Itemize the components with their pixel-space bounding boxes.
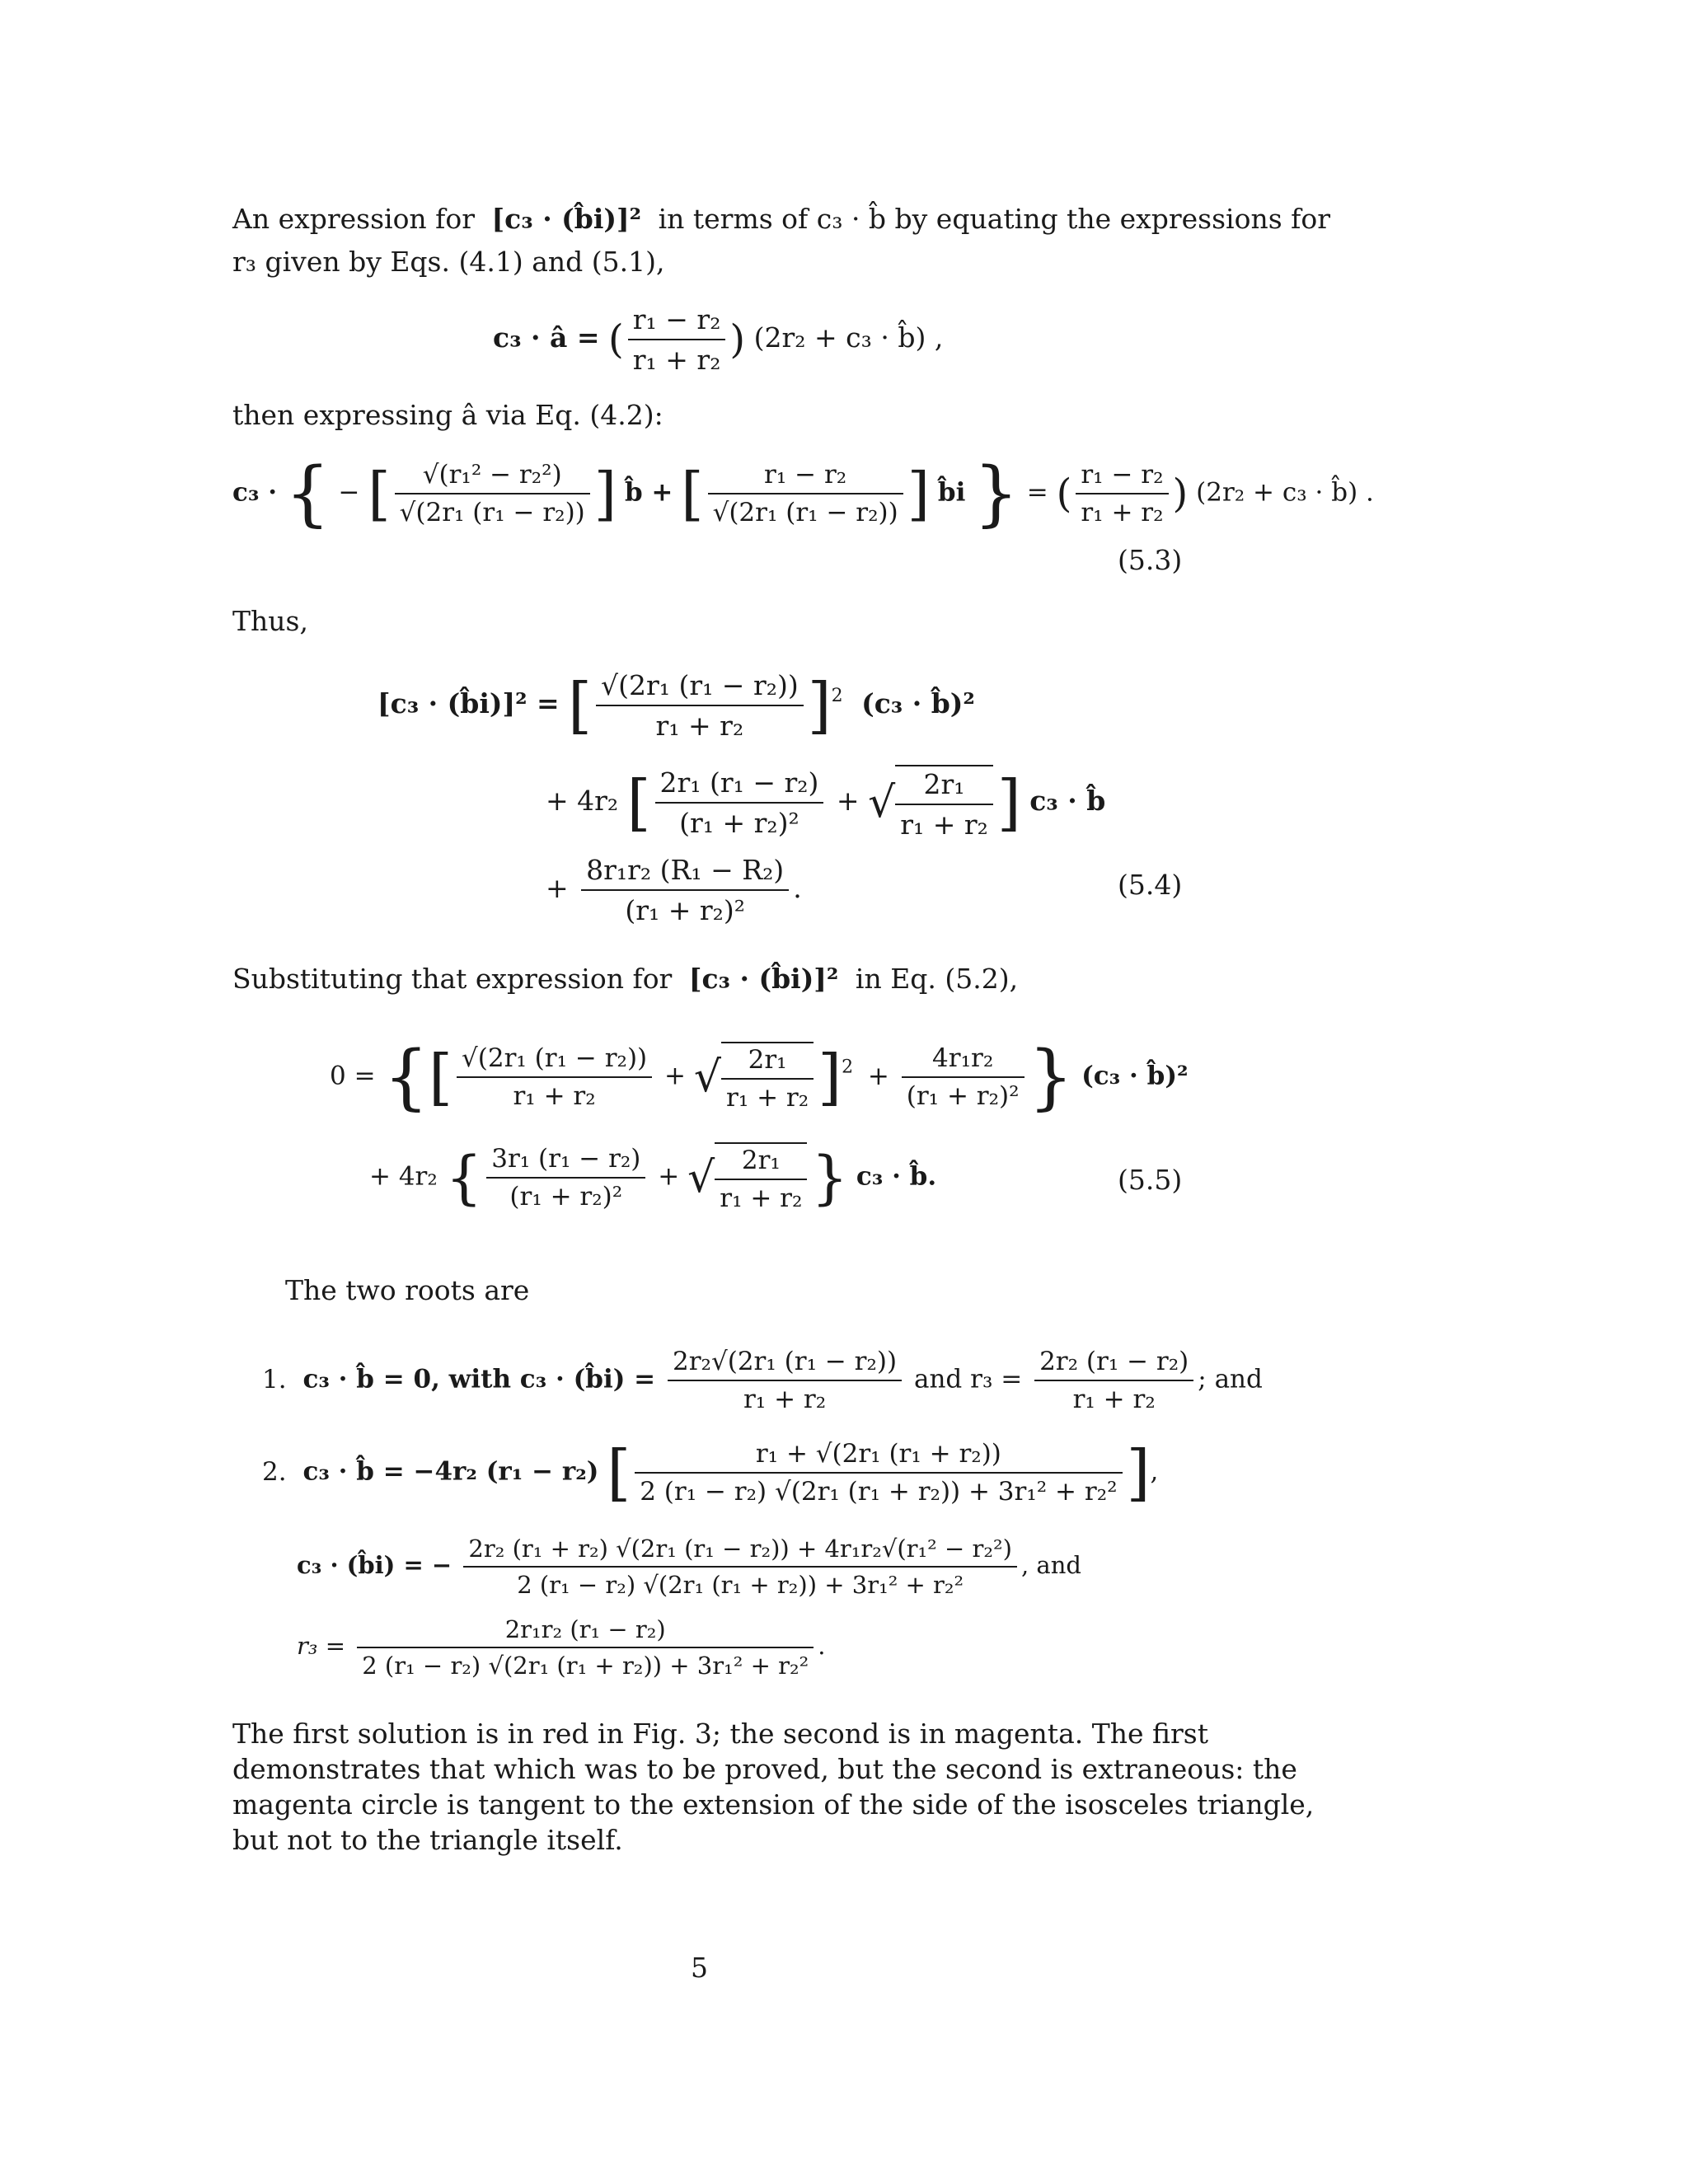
denominator: r₁ + r₂ xyxy=(655,710,744,742)
numerator: r₁ − r₂ xyxy=(708,460,903,494)
eq55-line2-head: + 4r₂ xyxy=(369,1161,438,1192)
denominator: (r₁ + r₂)² xyxy=(906,1081,1020,1111)
page-number: 5 xyxy=(691,1952,708,1984)
eq54-line1-tail: (c₃ · b̂)² xyxy=(861,687,975,719)
eq-a-rhs: (2r₂ + c₃ · b̂) , xyxy=(753,321,944,354)
bracket-open: [ xyxy=(681,460,704,527)
fraction xyxy=(708,460,903,527)
sqrt-symbol: √ xyxy=(693,1052,721,1102)
denominator: 2 (r₁ − r₂) √(2r₁ (r₁ + r₂)) + 3r₁² + r₂² xyxy=(362,1652,809,1680)
brace-close: } xyxy=(1028,1036,1074,1118)
denominator: r₁ + r₂ xyxy=(726,1083,809,1113)
numerator: 8r₁r₂ (R₁ − R₂) xyxy=(581,854,789,891)
equals-sign: = xyxy=(1026,477,1048,508)
fraction xyxy=(628,303,726,376)
equation-5-5-line-1 xyxy=(330,1036,1189,1118)
conclusion-line-3: magenta circle is tangent to the extension of the side of the isosceles triangle, xyxy=(232,1788,1315,1821)
bracket-term: [c₃ · (b̂i)]² xyxy=(491,203,642,235)
sqrt-symbol: √ xyxy=(687,1153,715,1202)
equation-number-5-5: (5.5) xyxy=(1118,1164,1183,1196)
paren-close: ) xyxy=(1172,471,1189,517)
fraction xyxy=(463,1535,1017,1599)
intro-line-2: r₃ given by Eqs. (4.1) and (5.1), xyxy=(232,246,665,278)
denominator: r₁ + r₂ xyxy=(1072,1385,1156,1414)
numerator: 3r₁ (r₁ − r₂) xyxy=(486,1144,645,1179)
equation-5-4-line-1 xyxy=(377,669,975,742)
conclusion-line-4: but not to the triangle itself. xyxy=(232,1824,623,1856)
bracket-close: ] xyxy=(593,460,617,527)
equation-5-4-line-2 xyxy=(546,765,1105,841)
equation-5-5-line-2 xyxy=(369,1142,936,1213)
brace-close: } xyxy=(973,452,1019,535)
subst-text-a: Substituting that expression for xyxy=(232,963,673,995)
equation-5-3 xyxy=(232,452,1374,535)
eq-a-lhs: c₃ · â = xyxy=(493,321,600,354)
denominator: r₁ + r₂ xyxy=(743,1385,827,1414)
equation-5-4-line-3 xyxy=(546,854,802,926)
superscript-2: 2 xyxy=(831,686,843,706)
fraction xyxy=(635,1439,1122,1507)
fraction xyxy=(655,766,824,839)
numerator: r₁ − r₂ xyxy=(628,303,726,340)
denominator: (r₁ + r₂)² xyxy=(679,807,799,839)
b-hat-term: b̂ + xyxy=(624,477,673,508)
numerator: r₁ − r₂ xyxy=(1076,460,1168,494)
period: . xyxy=(818,1632,826,1660)
denominator: r₁ + r₂ xyxy=(720,1183,803,1213)
bracket-term: [c₃ · (b̂i)]² xyxy=(688,963,839,995)
eq55-line2-tail: c₃ · b̂. xyxy=(856,1161,937,1192)
sqrt-fraction xyxy=(715,1142,807,1213)
sqrt-fraction xyxy=(895,765,993,841)
numerator: √(2r₁ (r₁ − r₂)) xyxy=(596,669,804,706)
equation-number-5-3: (5.3) xyxy=(1118,544,1183,576)
root2-tail-b: , and xyxy=(1020,1551,1081,1579)
plus-sign: + xyxy=(836,785,860,817)
brace-open: { xyxy=(284,452,331,535)
denominator: √(2r₁ (r₁ − r₂)) xyxy=(712,498,898,527)
plus-sign: + xyxy=(546,872,569,904)
superscript-2: 2 xyxy=(842,1057,854,1078)
root-1 xyxy=(262,1347,1263,1414)
plus-sign: + xyxy=(664,1061,686,1091)
plus-sign: + xyxy=(867,1061,889,1091)
fraction xyxy=(581,854,789,926)
plus-sign: + xyxy=(658,1161,680,1192)
denominator: (r₁ + r₂)² xyxy=(509,1182,623,1212)
subst-text-b: in Eq. (5.2), xyxy=(855,963,1019,995)
conclusion-line-1: The first solution is in red in Fig. 3; the second is in magenta. The first xyxy=(232,1718,1208,1750)
intro-text-b: in terms of c₃ · b̂ by equating the expressions for xyxy=(658,203,1330,235)
numerator: 2r₁ xyxy=(721,1045,814,1080)
bracket-close: ] xyxy=(1126,1437,1151,1508)
eq53-lhs: c₃ · xyxy=(232,477,278,508)
fraction xyxy=(1076,460,1168,527)
root1-text-a: c₃ · b̂ = 0, with c₃ · (b̂i) = xyxy=(302,1364,656,1394)
root2-lhs-b: c₃ · (b̂i) = − xyxy=(297,1551,452,1579)
numerator: √(2r₁ (r₁ − r₂)) xyxy=(457,1043,652,1078)
eq54-lhs: [c₃ · (b̂i)]² = xyxy=(377,687,560,719)
conclusion-line-2: demonstrates that which was to be proved, but the second is extraneous: the xyxy=(232,1753,1297,1785)
numerator: 4r₁r₂ xyxy=(902,1043,1025,1078)
bracket-open: [ xyxy=(429,1042,453,1113)
denominator: r₁ + r₂ xyxy=(513,1081,596,1111)
paren-close: ) xyxy=(729,316,746,363)
fraction xyxy=(395,460,590,527)
equation-c3-a xyxy=(493,303,943,376)
numerator: 2r₂ (r₁ − r₂) xyxy=(1034,1347,1193,1381)
numerator: 2r₁ xyxy=(895,768,993,805)
denominator: (r₁ + r₂)² xyxy=(625,894,745,926)
fraction xyxy=(1034,1347,1193,1414)
eq54-line2-head: + 4r₂ xyxy=(546,785,619,817)
brace-open: { xyxy=(445,1144,483,1212)
eq55-line1-tail: (c₃ · b̂)² xyxy=(1081,1061,1189,1091)
numerator: 2r₁r₂ (r₁ − r₂) xyxy=(357,1615,814,1648)
root-2-line-1 xyxy=(262,1437,1158,1508)
eq53-rhs: (2r₂ + c₃ · b̂) . xyxy=(1196,477,1374,508)
sqrt-symbol: √ xyxy=(868,778,896,827)
numerator: 2r₁ xyxy=(715,1146,807,1180)
denominator: r₁ + r₂ xyxy=(900,808,988,841)
fraction xyxy=(486,1144,645,1212)
numerator: r₁ + √(2r₁ (r₁ + r₂)) xyxy=(635,1439,1122,1474)
denominator: 2 (r₁ − r₂) √(2r₁ (r₁ + r₂)) + 3r₁² + r₂² xyxy=(517,1571,964,1599)
bracket-close: ] xyxy=(907,460,931,527)
bracket-open: [ xyxy=(626,767,651,838)
bracket-close: ] xyxy=(807,670,832,741)
comma: , xyxy=(1150,1456,1159,1487)
root-2-line-3 xyxy=(297,1615,825,1680)
eq54-line2-tail: c₃ · b̂ xyxy=(1029,785,1106,817)
brace-close: } xyxy=(811,1144,848,1212)
numerator: √(r₁² − r₂²) xyxy=(395,460,590,494)
numerator: 2r₂√(2r₁ (r₁ − r₂)) xyxy=(668,1347,902,1381)
bi-hat-term: b̂i xyxy=(937,477,966,508)
bracket-close: ] xyxy=(818,1042,842,1113)
bracket-open: [ xyxy=(568,670,593,741)
minus-sign: − xyxy=(338,477,360,508)
paren-open: ( xyxy=(608,316,624,363)
denominator: r₁ + r₂ xyxy=(1081,498,1164,527)
and-r3: and r₃ = xyxy=(913,1364,1023,1394)
roots-text: The two roots are xyxy=(285,1274,530,1306)
root1-tail: ; and xyxy=(1198,1364,1263,1394)
r3-lhs: r₃ = xyxy=(297,1632,346,1660)
bracket-close: ] xyxy=(996,767,1021,838)
brace-open: { xyxy=(383,1036,429,1118)
period: . xyxy=(793,872,802,904)
intro-line-1 xyxy=(232,201,1330,237)
sqrt-fraction xyxy=(721,1042,814,1113)
fraction xyxy=(357,1615,814,1680)
then-text: then expressing â via Eq. (4.2): xyxy=(232,399,663,431)
fraction xyxy=(596,669,804,742)
denominator: 2 (r₁ − r₂) √(2r₁ (r₁ + r₂)) + 3r₁² + r₂² xyxy=(640,1477,1118,1507)
denominator: r₁ + r₂ xyxy=(632,344,721,376)
list-number: 2. xyxy=(262,1456,287,1487)
numerator: 2r₂ (r₁ + r₂) √(2r₁ (r₁ − r₂)) + 4r₁r₂√(r₁² − r₂²) xyxy=(463,1535,1017,1568)
fraction xyxy=(457,1043,652,1111)
denominator: √(2r₁ (r₁ − r₂)) xyxy=(399,498,585,527)
list-number: 1. xyxy=(262,1364,287,1394)
root2-text-a: c₃ · b̂ = −4r₂ (r₁ − r₂) xyxy=(302,1456,599,1487)
intro-text-a: An expression for xyxy=(232,203,476,235)
numerator: 2r₁ (r₁ − r₂) xyxy=(655,766,824,804)
paren-open: ( xyxy=(1056,471,1072,517)
eq55-lhs: 0 = xyxy=(330,1061,376,1091)
substituting-line xyxy=(232,961,1018,996)
equation-number-5-4: (5.4) xyxy=(1118,869,1183,901)
bracket-open: [ xyxy=(368,460,391,527)
fraction xyxy=(668,1347,902,1414)
bracket-open: [ xyxy=(607,1437,631,1508)
thus-text: Thus, xyxy=(232,605,308,637)
fraction xyxy=(902,1043,1025,1111)
root-2-line-2 xyxy=(297,1535,1081,1599)
